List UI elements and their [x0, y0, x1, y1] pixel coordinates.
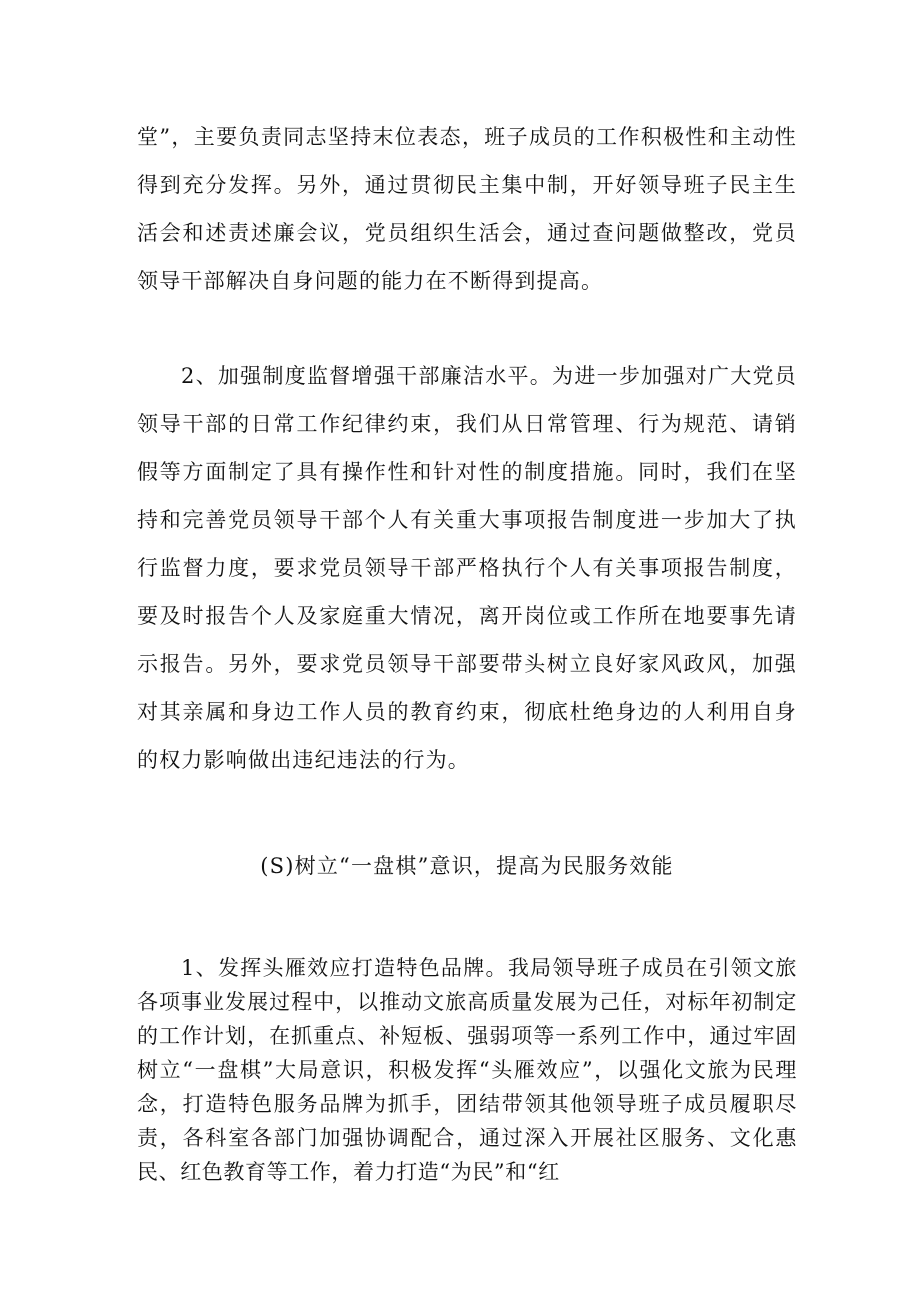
section-heading: (S)树立“一盘棋”意识，提高为民服务效能 [260, 854, 674, 878]
paragraph-system-supervision: 2、加强制度监督增强干部廉洁水平。为进一步加强对广大党员领导干部的日常工作纪律约束，我们从日常管理、行为规范、请销假等方面制定了具有操作性和针对性的制度措施。同时，我们在坚持和完善党员领导干部个人有关重大事项报告制度进一步加大了执行监督力度，要求党员领导干部严格执行个人有关事项报告制度，要及时报告个人及家庭重大情况，离开岗位或工作所在地要事先请示报告。另外，要求党员领导干部要带头树立良好家风政风，加强对其亲属和身边工作人员的教育约束，彻底杜绝身边的人利用自身的权力影响做出违纪违法的行为。 [137, 364, 797, 772]
paragraph-continuation: 堂”，主要负责同志坚持末位表态，班子成员的工作积极性和主动性得到充分发挥。另外，通过贯彻民主集中制，开好领导班子民主生活会和述责述廉会议，党员组织生活会，通过查问题做整改，党员领导干部解决自身问题的能力在不断得到提高。 [137, 125, 797, 293]
paragraph-leading-goose-effect: 1、发挥头雁效应打造特色品牌。我局领导班子成员在引领文旅各项事业发展过程中，以推动文旅高质量发展为己任，对标年初制定的工作计划，在抓重点、补短板、强弱项等一系列工作中，通过牢固树立“一盘棋”大局意识，积极发挥“头雁效应”，以强化文旅为民理念，打造特色服务品牌为抓手，团结带领其他领导班子成员履职尽责，各科室各部门加强协调配合，通过深入开展社区服务、文化惠民、红色教育等工作，着力打造“为民”和“红 [137, 956, 797, 1184]
